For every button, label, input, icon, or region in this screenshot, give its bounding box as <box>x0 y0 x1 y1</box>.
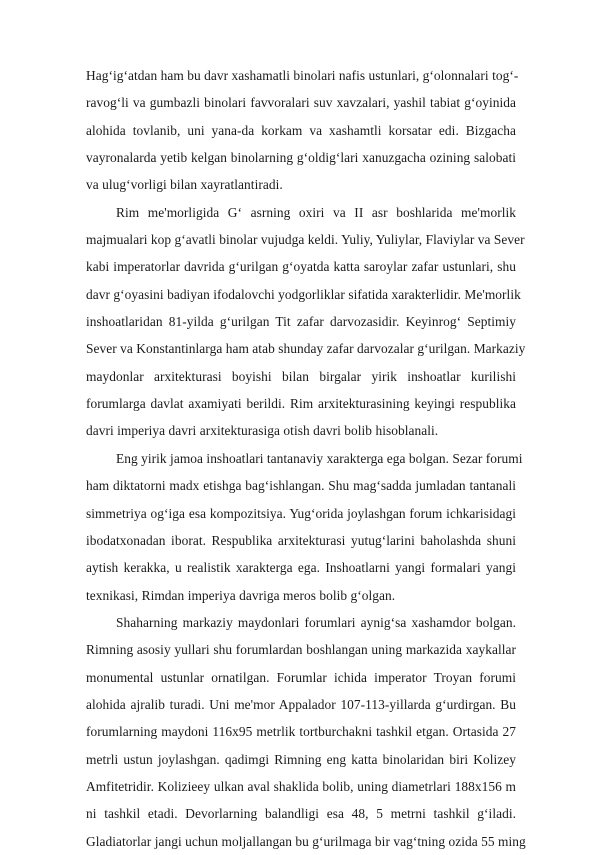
paragraph-start-line: Rim me'morligida G‘ asrning oxiri va II asr boshlarida me'morlik <box>116 204 516 220</box>
paragraph-start-line: Shaharning markaziy maydonlari forumlari aynig‘sa xashamdor bolgan. <box>116 614 516 630</box>
text-line: davr g‘oyasini badiyan ifodalovchi yodgorliklar sifatida xarakterlidir. Me'morlik <box>86 286 521 302</box>
text-line: Rimning asosiy yullari shu forumlardan boshlangan uning markazida xaykallar <box>86 642 516 658</box>
body-text <box>86 62 526 855</box>
text-line: maydonlar arxitekturasi boyishi bilan birgalar yirik inshoatlar kurilishi <box>86 368 516 384</box>
text-line: davri imperiya davri arxitekturasiga otish davri bolib hisoblanali. <box>86 423 439 439</box>
text-line: ni tashkil etadi. Devorlarning balandligi esa 48, 5 metrni tashkil g‘iladi. <box>86 806 516 822</box>
text-line: va ulug‘vorligi bilan xayratlantiradi. <box>86 177 283 193</box>
text-line: Amfitetridir. Kolizieey ulkan aval shaklida bolib, uning diametrlari 188x156 m <box>86 778 516 794</box>
text-line: texnikasi, Rimdan imperiya davriga meros bolib g‘olgan. <box>86 587 396 603</box>
text-line: Gladiatorlar jangi uchun moljallangan bu g‘urilmaga bir vag‘tning ozida 55 ming <box>86 833 526 849</box>
text-line: majmualari kop g‘avatli binolar vujudga keldi. Yuliy, Yuliylar, Flaviylar va Sever <box>86 232 525 248</box>
text-line: metrli ustun joylashgan. qadimgi Rimning eng katta binolaridan biri Kolizey <box>86 751 516 767</box>
text-line: forumlarning maydoni 116x95 metrlik tortburchakni tashkil etgan. Ortasida 27 <box>86 724 516 740</box>
text-line: ibodatxonadan iborat. Respublika arxitekturasi yutug‘larini baholashda shuni <box>86 532 516 548</box>
text-line: simmetriya og‘iga esa kompozitsiya. Yug‘orida joylashgan forum ichkarisidagi <box>86 505 516 521</box>
text-line: vayronalarda yetib kelgan binolarning g‘oldig‘lari xanuzgacha ozining salobati <box>86 150 516 166</box>
text-line: alohida ajralib turadi. Uni me'mor Appalador 107-113-yillarda g‘urdirgan. Bu <box>86 696 516 712</box>
text-line: monumental ustunlar ornatilgan. Forumlar ichida imperator Troyan forumi <box>86 669 516 685</box>
paragraph-start-line: Eng yirik jamoa inshoatlari tantanaviy xarakterga ega bolgan. Sezar forumi <box>116 450 523 466</box>
text-line: Sever va Konstantinlarga ham atab shunday zafar darvozalar g‘urilgan. Markaziy <box>86 341 526 357</box>
text-line: alohida tovlanib, uni yana-da korkam va xashamtli korsatar edi. Bizgacha <box>86 122 516 138</box>
text-line: ravog‘li va gumbazli binolari favvoralari suv xavzalari, yashil tabiat g‘oyinida <box>86 95 516 111</box>
text-line: Hag‘ig‘atdan ham bu davr xashamatli binolari nafis ustunlari, g‘olonnalari tog‘- <box>86 68 519 83</box>
text-line: forumlarga davlat axamiyati berildi. Rim arxitekturasining keyingi respublika <box>86 396 516 412</box>
text-line: inshoatlaridan 81-yilda g‘urilgan Tit zafar darvozasidir. Keyinrog‘ Septimiy <box>86 314 516 330</box>
text-line: aytish kerakka, u realistik xarakterga ega. Inshoatlarni yangi formalari yangi <box>86 560 516 576</box>
text-line: ham diktatorni madx etishga bag‘ishlangan. Shu mag‘sadda jumladan tantanali <box>86 478 516 494</box>
text-line: kabi imperatorlar davrida g‘urilgan g‘oyatda katta saroylar zafar ustunlari, shu <box>86 259 516 275</box>
